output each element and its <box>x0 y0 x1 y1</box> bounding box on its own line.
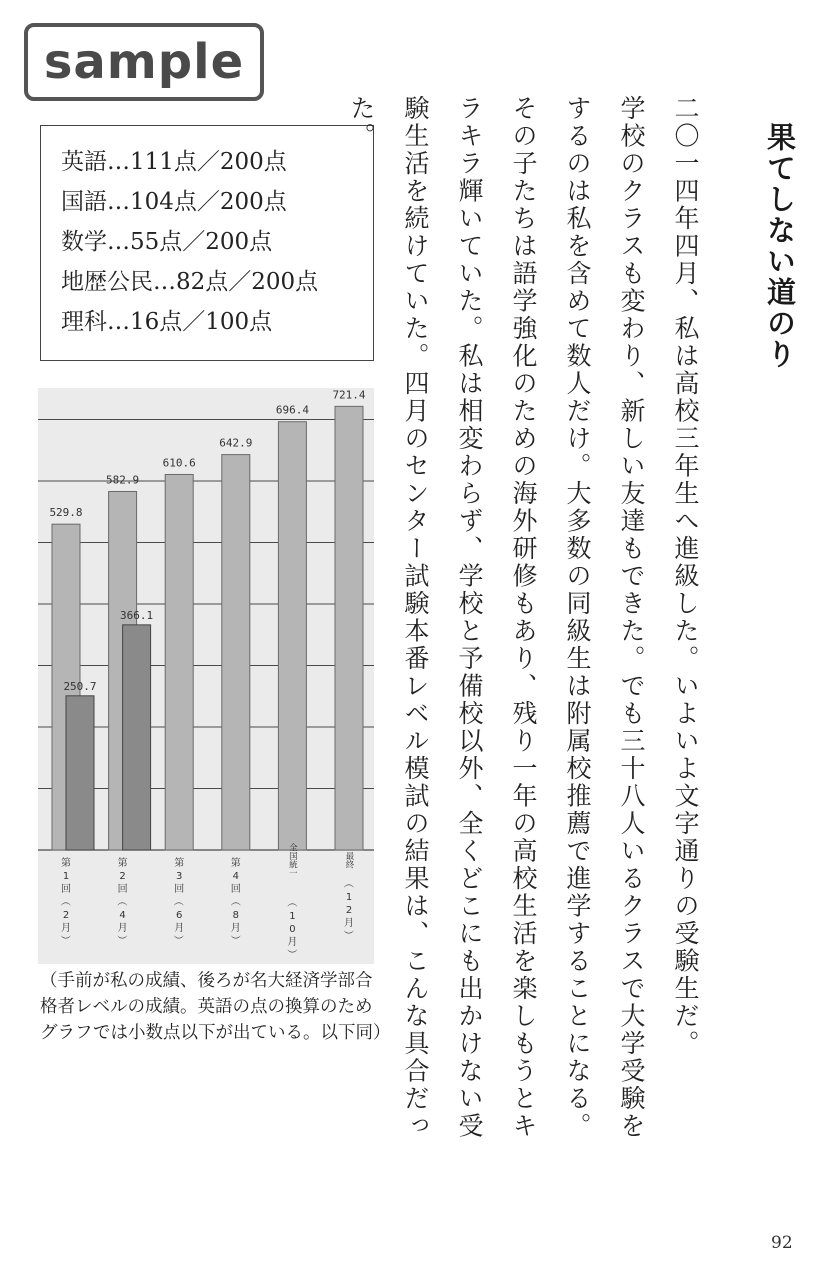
category-tick-label: 全国統一 <box>287 843 298 877</box>
category-tick-label: 2 <box>119 871 126 882</box>
category-tick-label: 第 <box>61 858 71 869</box>
category-tick-label: 4 <box>232 871 239 882</box>
my-score-bar <box>66 696 94 850</box>
category-tick-label: 月 <box>61 923 71 934</box>
category-tick-label: 6 <box>176 910 183 921</box>
category-tick-label: 3 <box>176 871 183 882</box>
category-tick-label: 第 <box>230 858 241 869</box>
category-tick-label: （ <box>172 896 184 906</box>
category-tick-label: 月 <box>230 923 241 934</box>
body-paragraph-2: 学校のクラスも変わり、新しい友達もできた。でも三十八人いるクラスで大学受験をするのは私を含めて数人だけ。大多数の同級生は附属校推薦で進学することになる。その子たちは語学強化のための海外研修もあり、残り一年の高校生活を楽しもうとキラキラ輝いていた。私は相変わらず、学校と予備校以外、全くどこにも出かけない受験生活を続けていた。四月のセンター試験本番レベル模試の結果は、こんな具合だった。 <box>347 95 646 1140</box>
chart-caption: （手前が私の成績、後ろが名大経済学部合格者レベルの成績。英語の点の換算のためグラフでは小数点以下が出ている。以下同） <box>40 971 391 1043</box>
category-tick-label: 回 <box>61 884 71 895</box>
category-tick-label: 月 <box>287 937 298 948</box>
score-line-english: 英語…111点／200点 <box>61 149 287 175</box>
score-line-math: 数学…55点／200点 <box>61 229 273 255</box>
target-bar <box>222 455 250 850</box>
target-bar-label: 696.4 <box>275 403 309 417</box>
category-tick-label: 1 <box>289 911 296 922</box>
category-tick-label: 8 <box>232 910 239 921</box>
target-bar <box>278 422 306 850</box>
my-score-bar-label: 250.7 <box>63 679 97 693</box>
category-tick-label: 回 <box>117 884 128 895</box>
category-tick-label: 1 <box>345 892 353 903</box>
category-tick-label: 最終 <box>344 851 354 869</box>
category-tick-label: ） <box>59 935 70 945</box>
target-bar-label: 721.4 <box>332 388 366 402</box>
category-tick-label: （ <box>285 897 297 907</box>
score-line-japanese: 国語…104点／200点 <box>61 189 287 215</box>
score-bar-chart <box>38 388 374 964</box>
target-bar-label: 529.8 <box>49 506 83 520</box>
category-tick-label: 第 <box>117 858 128 869</box>
category-tick-label: 月 <box>117 923 128 934</box>
section-heading: 果てしない道のり <box>763 122 797 370</box>
category-tick-label: （ <box>342 878 353 888</box>
target-bar <box>165 474 193 850</box>
category-tick-label: 回 <box>174 884 185 895</box>
my-score-bar <box>123 625 151 850</box>
target-bar-label: 582.9 <box>106 473 140 487</box>
chart-svg <box>38 388 374 964</box>
category-tick-label: 2 <box>345 905 353 916</box>
category-tick-label: 第 <box>174 858 185 869</box>
category-tick-label: （ <box>228 896 240 906</box>
category-tick-label: （ <box>115 896 127 906</box>
category-tick-label: 2 <box>62 910 70 921</box>
target-bar-label: 642.9 <box>219 436 253 450</box>
category-tick-label: 回 <box>230 884 241 895</box>
score-box <box>40 125 374 361</box>
category-tick-label: ） <box>172 935 184 945</box>
body-text <box>334 95 712 1145</box>
my-score-bar-label: 366.1 <box>120 608 154 622</box>
page-number: 92 <box>771 1233 793 1253</box>
target-bar-label: 610.6 <box>162 456 196 470</box>
category-tick-label: 月 <box>174 923 185 934</box>
category-tick-label: 0 <box>289 924 296 935</box>
category-tick-label: 4 <box>119 910 126 921</box>
category-tick-label: ） <box>342 930 353 940</box>
sample-watermark-badge: sample <box>24 23 264 101</box>
score-line-science: 理科…16点／100点 <box>61 309 273 335</box>
category-tick-label: 月 <box>344 918 354 929</box>
category-tick-label: ） <box>285 949 297 959</box>
category-tick-label: ） <box>115 935 127 945</box>
category-tick-label: 1 <box>62 871 70 882</box>
category-tick-label: ） <box>228 935 240 945</box>
body-paragraph-1: 二〇一四年四月、私は高校三年生へ進級した。いよいよ文字通りの受験生だ。 <box>671 95 700 1058</box>
score-line-social-studies: 地歴公民…82点／200点 <box>61 269 319 295</box>
category-tick-label: （ <box>59 896 70 906</box>
